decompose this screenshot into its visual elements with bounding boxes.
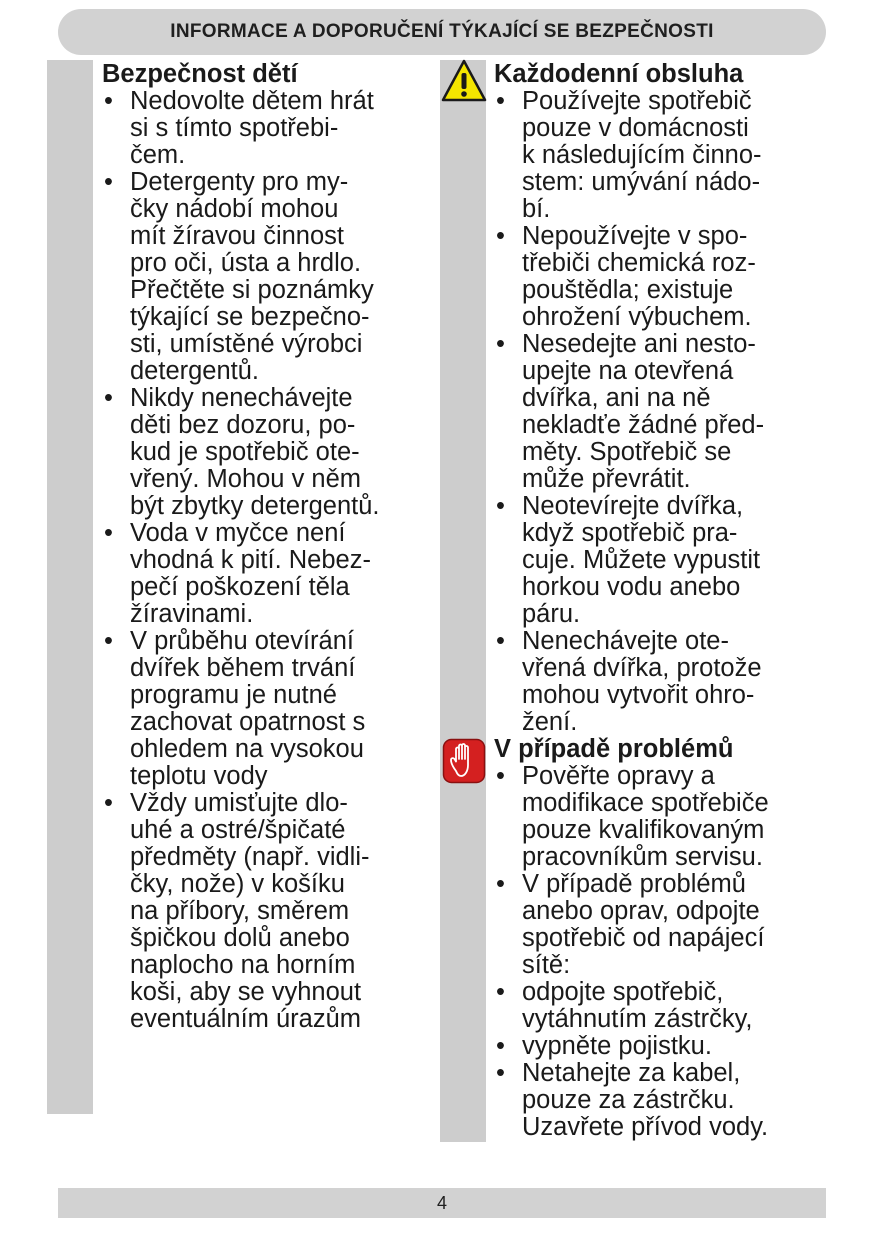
child-safety-list bbox=[102, 88, 432, 1033]
list-item: • Používejte spotřebič pouze v domácnosti k následujícím činno- stem: umývání nádo- bí. bbox=[494, 88, 824, 223]
list-item: • V průběhu otevírání dvířek během trvání programu je nutné zachovat opatrnost s ohledem na vysokou teplotu vody bbox=[102, 628, 432, 790]
list-item: • odpojte spotřebič, vytáhnutím zástrčky, bbox=[494, 979, 824, 1033]
list-item: • Pověřte opravy a modifikace spotřebiče pouze kvalifikovaným pracovníkům servisu. bbox=[494, 763, 824, 871]
list-item: • Netahejte za kabel, pouze za zástrčku. Uzavřete přívod vody. bbox=[494, 1060, 824, 1141]
right-column bbox=[494, 61, 824, 1141]
list-item: • vypněte pojistku. bbox=[494, 1033, 824, 1060]
child-safety-heading: Bezpečnost dětí bbox=[102, 60, 298, 88]
list-item: • Nenechávejte ote- vřená dvířka, protože mohou vytvořit ohro- žení. bbox=[494, 628, 824, 736]
header-bar bbox=[58, 9, 826, 55]
right-margin-bar bbox=[440, 60, 486, 1142]
list-item: • Nepoužívejte v spo- třebiči chemická roz- pouštědla; existuje ohrožení výbuchem. bbox=[494, 223, 824, 331]
page-title: INFORMACE A DOPORUČENÍ TÝKAJÍCÍ SE BEZPEČNOSTI bbox=[170, 21, 714, 42]
warning-triangle-icon bbox=[441, 58, 487, 104]
list-item: • Detergenty pro my- čky nádobí mohou mít žíravou činnost pro oči, ústa a hrdlo. Přečtěte si poznámky týkající se bezpečno- sti, umístěné výrobci detergentů. bbox=[102, 169, 432, 385]
stop-hand-icon bbox=[442, 738, 486, 784]
problems-list bbox=[494, 763, 824, 1141]
list-item: • Vždy umisťujte dlo- uhé a ostré/špičaté předměty (např. vidli- čky, nože) v košíku na příbory, směrem špičkou dolů anebo naplocho na horním koši, aby se vyhnout eventuálním úrazům bbox=[102, 790, 432, 1033]
problems-heading: V případě problémů bbox=[494, 735, 734, 763]
daily-use-heading: Každodenní obsluha bbox=[494, 60, 744, 88]
list-item: • Nikdy nenechávejte děti bez dozoru, po- kud je spotřebič ote- vřený. Mohou v něm být zbytky detergentů. bbox=[102, 385, 432, 520]
list-item: • V případě problémů anebo oprav, odpojte spotřebič od napájecí sítě: bbox=[494, 871, 824, 979]
list-item: • Nesedejte ani nesto- upejte na otevřená dvířka, ani na ně nekladťe žádné před- měty. Spotřebič se může převrátit. bbox=[494, 331, 824, 493]
left-column bbox=[102, 61, 432, 1033]
page-number: 4 bbox=[436, 1192, 447, 1213]
footer-bar bbox=[58, 1188, 826, 1218]
daily-use-list bbox=[494, 88, 824, 736]
list-item: • Voda v myčce není vhodná k pití. Nebez- pečí poškození těla žíravinami. bbox=[102, 520, 432, 628]
list-item: • Nedovolte dětem hrát si s tímto spotřebi- čem. bbox=[102, 88, 432, 169]
left-margin-bar bbox=[47, 60, 93, 1114]
list-item: • Neotevírejte dvířka, když spotřebič pra- cuje. Můžete vypustit horkou vodu anebo páru. bbox=[494, 493, 824, 628]
